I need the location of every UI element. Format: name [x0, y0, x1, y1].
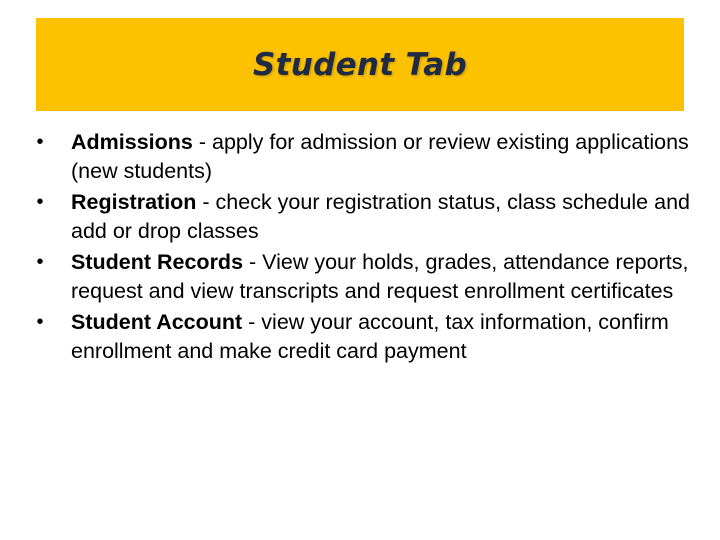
bullet-point-icon: •: [36, 311, 44, 333]
bullet-description: - apply for admission or review existing applications (new students): [71, 130, 689, 183]
bullet-description: - view your account, tax information, confirm enrollment and make credit card payment: [71, 310, 669, 363]
title-banner: [36, 18, 684, 111]
bullet-item-student-records: [28, 248, 698, 306]
bullet-heading: Student Account: [71, 310, 243, 334]
bullet-description: - check your registration status, class schedule and add or drop classes: [71, 190, 690, 243]
bullet-item-admissions: [28, 128, 698, 186]
bullet-description: - View your holds, grades, attendance reports, request and view transcripts and request enrollment certificates: [71, 250, 689, 303]
bullet-heading: Student Records: [71, 250, 244, 274]
bullet-heading: Admissions: [71, 130, 193, 154]
bullet-heading: Registration: [71, 190, 197, 214]
bullet-point-icon: •: [36, 251, 44, 273]
slide-title: Student Tab: [253, 46, 467, 83]
bullet-point-icon: •: [36, 191, 44, 213]
bullet-point-icon: •: [36, 131, 44, 153]
bullet-item-registration: [28, 188, 698, 246]
bullet-item-student-account: [28, 308, 698, 366]
bullet-list: [28, 128, 698, 368]
